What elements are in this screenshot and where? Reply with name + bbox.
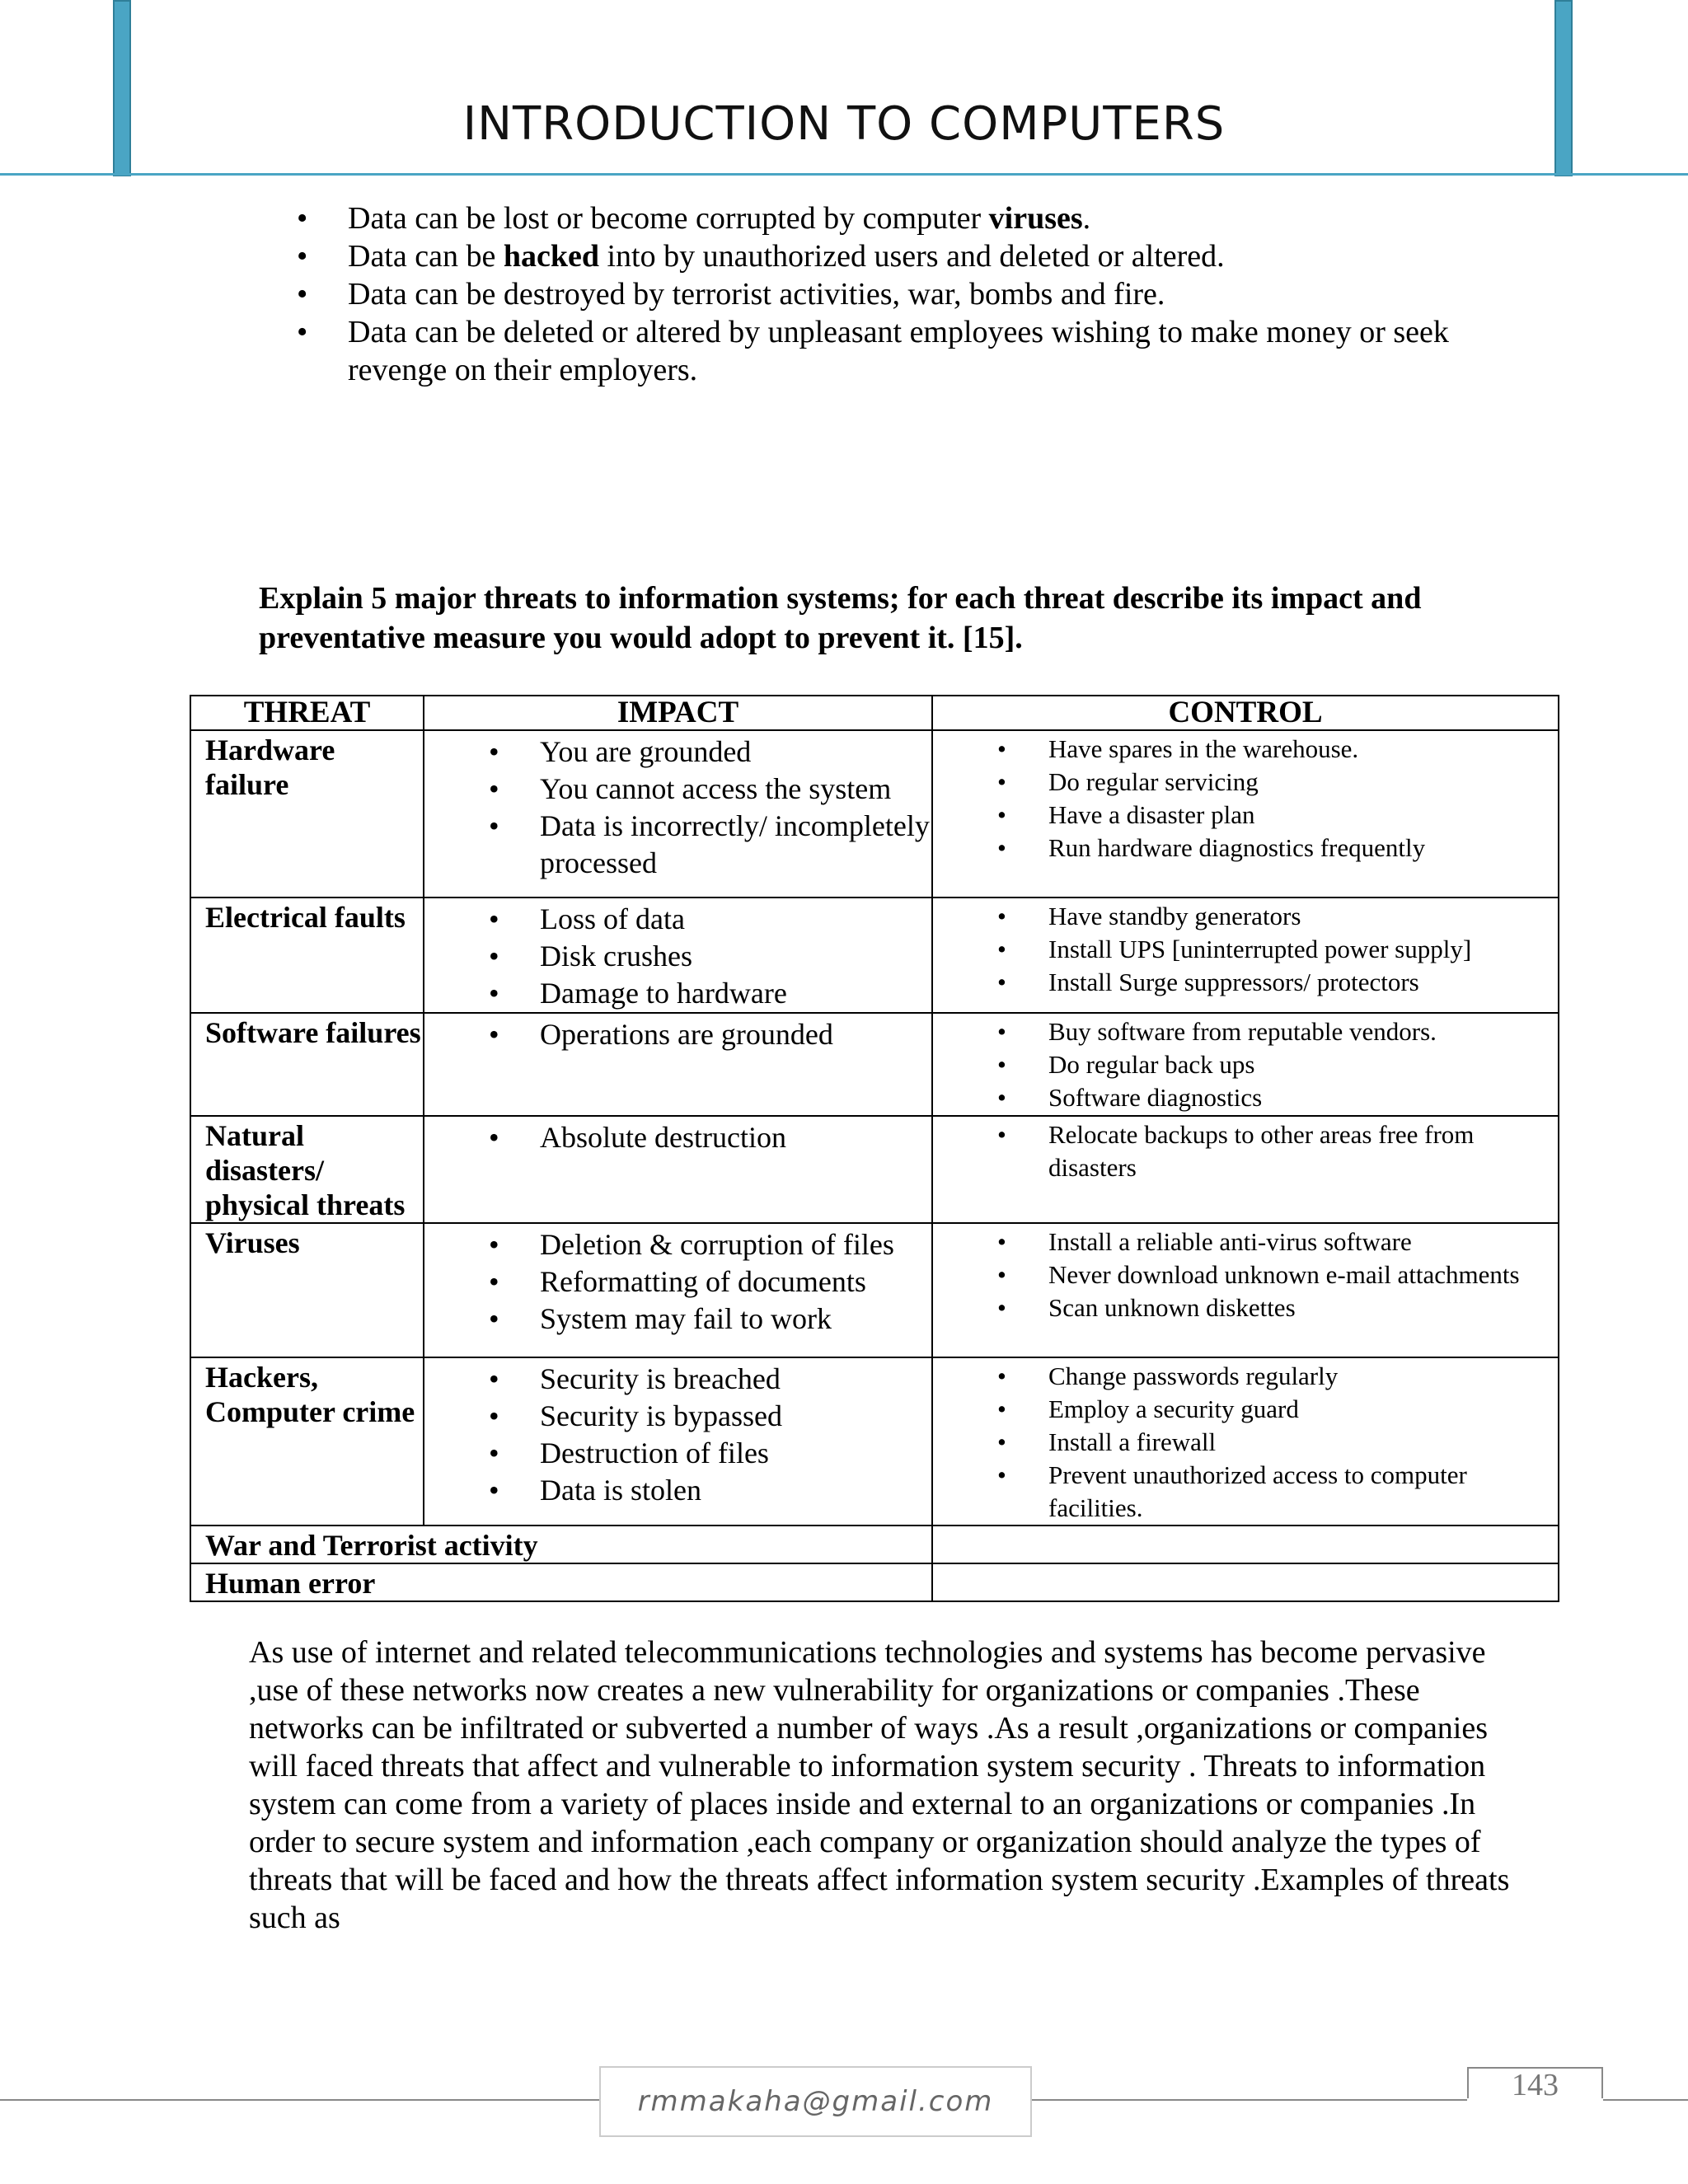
list-item: • Data is incorrectly/ incompletely processed xyxy=(424,808,931,882)
list-item: • Software diagnostics xyxy=(933,1081,1558,1114)
control-cell xyxy=(932,730,1559,898)
list-item: • Security is bypassed xyxy=(424,1398,931,1435)
list-item: • Have a disaster plan xyxy=(933,799,1558,832)
list-item: • System may fail to work xyxy=(424,1301,931,1338)
control-cell xyxy=(932,1357,1559,1526)
list-item: • Loss of data xyxy=(424,901,931,938)
footer-email: rmmakaha@gmail.com xyxy=(599,2066,1032,2137)
list-item: • Relocate backups to other areas free from disasters xyxy=(933,1118,1558,1184)
control-cell xyxy=(932,898,1559,1013)
list-item: • Prevent unauthorized access to computer facilities. xyxy=(933,1459,1558,1525)
list-item: • Absolute destruction xyxy=(424,1119,931,1156)
threat-cell: Software failures xyxy=(190,1013,424,1116)
list-item: • Disk crushes xyxy=(424,938,931,975)
threats-table xyxy=(190,695,1559,1602)
control-cell xyxy=(932,1563,1559,1601)
threat-cell: Electrical faults xyxy=(190,898,424,1013)
list-item: • Data can be lost or become corrupted by computer viruses. xyxy=(297,199,1492,237)
impact-cell xyxy=(424,1357,932,1526)
list-item: • Install a reliable anti-virus software xyxy=(933,1226,1558,1258)
list-item: • Data can be destroyed by terrorist activities, war, bombs and fire. xyxy=(297,275,1492,313)
table-header-row xyxy=(190,696,1559,730)
list-item: • Security is breached xyxy=(424,1361,931,1398)
list-item: • Do regular back ups xyxy=(933,1048,1558,1081)
list-item: • Have standby generators xyxy=(933,900,1558,933)
exam-question: Explain 5 major threats to information systems; for each threat describe its impact and preventative measure you would adopt to prevent it. [15]. xyxy=(259,581,1422,655)
data-loss-bullet-list xyxy=(297,199,1492,389)
table-row xyxy=(190,898,1559,1013)
threat-cell: Viruses xyxy=(190,1223,424,1357)
control-cell xyxy=(932,1013,1559,1116)
list-item: • Employ a security guard xyxy=(933,1393,1558,1426)
list-item: • Destruction of files xyxy=(424,1435,931,1472)
column-header-impact: IMPACT xyxy=(424,696,932,730)
list-item: • Data is stolen xyxy=(424,1472,931,1509)
body-paragraph: As use of internet and related telecommunications technologies and systems has become pervasive ,use of these networks now creates a new vulnerability for organizations or companies .These networks can be infiltrated or subverted a number of ways .As a result ,organizations or companies will faced threats that affect and vulnerable to information system security . Threats to information system can come from a variety of places inside and external to an organizations or companies .In order to secure system and information ,each company or organization should analyze the types of threats that will be faced and how the threats affect information system security .Examples of threats such as xyxy=(249,1635,1510,1935)
control-cell xyxy=(932,1116,1559,1223)
threat-cell: Human error xyxy=(190,1563,932,1601)
threat-cell: Natural disasters/ physical threats xyxy=(190,1116,424,1223)
impact-cell xyxy=(424,1013,932,1116)
impact-cell xyxy=(424,898,932,1013)
threat-cell: War and Terrorist activity xyxy=(190,1526,932,1563)
column-header-control: CONTROL xyxy=(932,696,1559,730)
list-item: • Run hardware diagnostics frequently xyxy=(933,832,1558,865)
table-row xyxy=(190,1563,1559,1601)
table-row xyxy=(190,1526,1559,1563)
header-rule xyxy=(0,173,1688,176)
list-item: • Damage to hardware xyxy=(424,975,931,1012)
list-item: • Operations are grounded xyxy=(424,1016,931,1053)
table-row xyxy=(190,1223,1559,1357)
list-item: • Data can be hacked into by unauthorized users and deleted or altered. xyxy=(297,237,1492,275)
page-title: INTRODUCTION TO COMPUTERS xyxy=(462,97,1226,151)
list-item: • Deletion & corruption of files xyxy=(424,1226,931,1263)
footer-rule-left xyxy=(0,2099,599,2101)
list-item: • Install Surge suppressors/ protectors xyxy=(933,966,1558,999)
list-item: • Change passwords regularly xyxy=(933,1360,1558,1393)
threat-cell: Hackers, Computer crime xyxy=(190,1357,424,1526)
list-item: • Buy software from reputable vendors. xyxy=(933,1015,1558,1048)
list-item: • Have spares in the warehouse. xyxy=(933,733,1558,766)
column-header-threat: THREAT xyxy=(190,696,424,730)
control-cell xyxy=(932,1526,1559,1563)
table-row xyxy=(190,1013,1559,1116)
list-item: • Data can be deleted or altered by unpleasant employees wishing to make money or seek revenge on their employers. xyxy=(297,313,1492,389)
page-number: 143 xyxy=(1512,2068,1559,2102)
list-item: • You are grounded xyxy=(424,733,931,771)
table-row xyxy=(190,1116,1559,1223)
list-item: • Install UPS [uninterrupted power supply] xyxy=(933,933,1558,966)
footer-rule-right xyxy=(1603,2099,1688,2101)
threat-cell: Hardware failure xyxy=(190,730,424,898)
impact-cell xyxy=(424,730,932,898)
list-item: • You cannot access the system xyxy=(424,771,931,808)
list-item: • Never download unknown e-mail attachments xyxy=(933,1258,1558,1291)
table-row xyxy=(190,730,1559,898)
list-item: • Scan unknown diskettes xyxy=(933,1291,1558,1324)
impact-cell xyxy=(424,1223,932,1357)
footer-rule-middle xyxy=(1032,2099,1467,2101)
list-item: • Do regular servicing xyxy=(933,766,1558,799)
table-row xyxy=(190,1357,1559,1526)
impact-cell xyxy=(424,1116,932,1223)
list-item: • Reformatting of documents xyxy=(424,1263,931,1301)
list-item: • Install a firewall xyxy=(933,1426,1558,1459)
control-cell xyxy=(932,1223,1559,1357)
